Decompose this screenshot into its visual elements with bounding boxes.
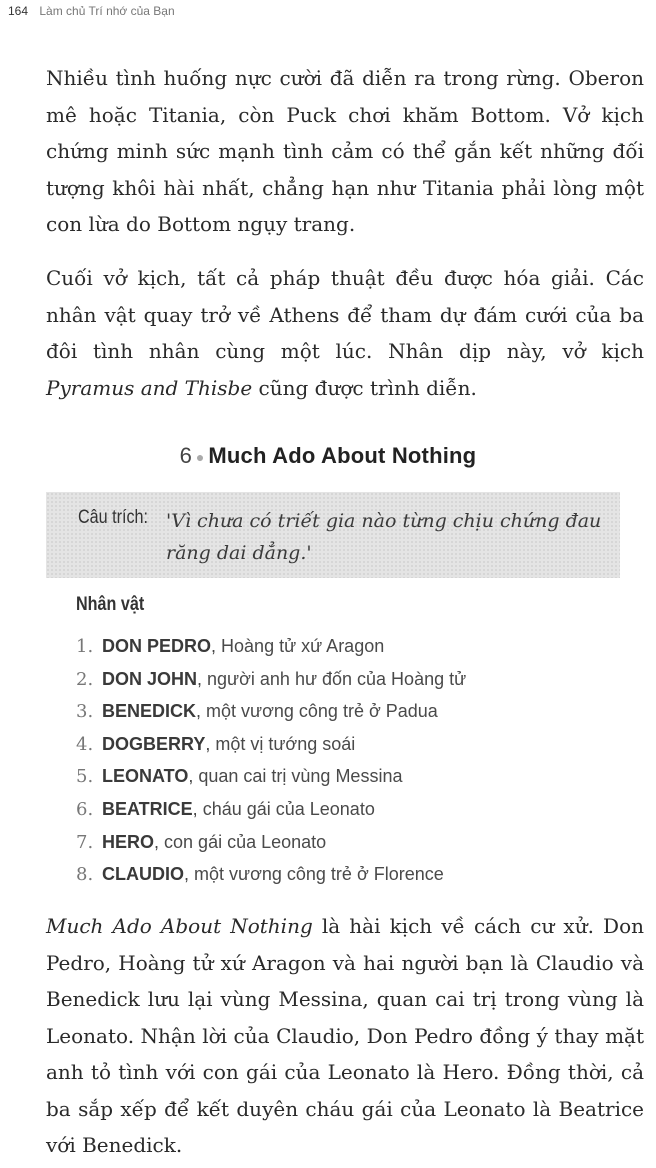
list-item-number: 8. bbox=[76, 864, 94, 886]
cast-heading: Nhân vật bbox=[76, 594, 145, 615]
book-title: Làm chủ Trí nhớ của Bạn bbox=[39, 4, 175, 18]
page-number: 164 bbox=[8, 4, 29, 18]
quote-label: Câu trích: bbox=[78, 507, 149, 528]
character-description: người anh hư đốn của Hoàng tử bbox=[207, 668, 467, 689]
list-item-number: 1. bbox=[76, 636, 94, 657]
character-name: LEONATO bbox=[102, 766, 189, 787]
paragraph-summary bbox=[46, 908, 644, 1164]
section-title: Much Ado About Nothing bbox=[208, 443, 477, 468]
character-name: CLAUDIO bbox=[102, 864, 184, 885]
paragraph-ending bbox=[46, 260, 644, 406]
list-item-number: 7. bbox=[76, 831, 94, 853]
character-description: cháu gái của Leonato bbox=[202, 798, 375, 819]
character-description: Hoàng tử xứ Aragon bbox=[221, 636, 385, 656]
character-name: BEATRICE bbox=[102, 798, 193, 819]
quote-text: 'Vì chưa có triết gia nào từng chịu chứng đau răng dai dẳng.' bbox=[166, 510, 602, 564]
list-item-number: 5. bbox=[76, 766, 94, 788]
play-title-pyramus: Pyramus and Thisbe bbox=[46, 375, 253, 400]
character-description: một vị tướng soái bbox=[215, 733, 356, 754]
character-description: quan cai trị vùng Messina bbox=[198, 766, 403, 787]
character-name: BENEDICK bbox=[102, 701, 197, 722]
character-name: DON JOHN bbox=[102, 668, 198, 689]
character-description: một vương công trẻ ở Florence bbox=[194, 864, 444, 885]
list-item-number: 3. bbox=[76, 701, 94, 723]
list-item: 7. HERO, con gái của Leonato bbox=[76, 826, 466, 859]
character-description: một vương công trẻ ở Padua bbox=[206, 701, 438, 722]
paragraph-forest: Nhiều tình huống nực cười đã diễn ra trong rừng. Oberon mê hoặc Titania, còn Puck chơi khăm Bottom. Vở kịch chứng minh sức mạnh tình cảm có thể gắn kết những đối tượng khôi hài nhất, chẳng hạn như Titania phải lòng một con lừa do Bottom ngụy trang. bbox=[46, 66, 644, 236]
list-item: 3. BENEDICK, một vương công trẻ ở Padua bbox=[76, 695, 466, 728]
list-item: 8. CLAUDIO, một vương công trẻ ở Florence bbox=[76, 858, 466, 891]
paragraph-ending-text-b: cũng được trình diễn. bbox=[252, 375, 477, 400]
list-item-number: 2. bbox=[76, 668, 94, 690]
character-name: HERO bbox=[102, 831, 155, 852]
list-item: 1. DON PEDRO, Hoàng tử xứ Aragon bbox=[76, 630, 466, 663]
character-description: con gái của Leonato bbox=[164, 831, 327, 852]
list-item-number: 6. bbox=[76, 798, 94, 820]
cast-list bbox=[76, 630, 466, 891]
list-item: 5. LEONATO, quan cai trị vùng Messina bbox=[76, 760, 466, 793]
list-item: 4. DOGBERRY, một vị tướng soái bbox=[76, 728, 466, 761]
section-heading bbox=[0, 443, 656, 469]
section-number: 6 bbox=[179, 443, 192, 468]
list-item-number: 4. bbox=[76, 733, 94, 755]
character-name: DOGBERRY bbox=[102, 733, 206, 754]
list-item: 2. DON JOHN, người anh hư đốn của Hoàng tử bbox=[76, 663, 466, 696]
list-item: 6. BEATRICE, cháu gái của Leonato bbox=[76, 793, 466, 826]
bullet-dot-icon: ● bbox=[195, 449, 205, 466]
running-header bbox=[8, 4, 175, 18]
play-title-much-ado: Much Ado About Nothing bbox=[46, 914, 313, 938]
paragraph-summary-text: là hài kịch về cách cư xử. Don Pedro, Hoàng tử xứ Aragon và hai người bạn là Claudio và Benedick lưu lại vùng Messina, quan cai trị trong vùng là Leonato. Nhận lời của Claudio, Don Pedro đồng ý thay mặt anh tỏ tình với con gái của Leonato là Hero. Đồng thời, cả ba sắp xếp để kết duyên cháu gái của Leonato là Beatrice với Benedick. bbox=[46, 914, 644, 1157]
character-name: DON PEDRO bbox=[102, 636, 212, 656]
paragraph-ending-text-a: Cuối vở kịch, tất cả pháp thuật đều được hóa giải. Các nhân vật quay trở về Athens để tham dự đám cưới của ba đôi tình nhân cùng một lúc. Nhân dịp này, vở kịch bbox=[46, 266, 644, 363]
